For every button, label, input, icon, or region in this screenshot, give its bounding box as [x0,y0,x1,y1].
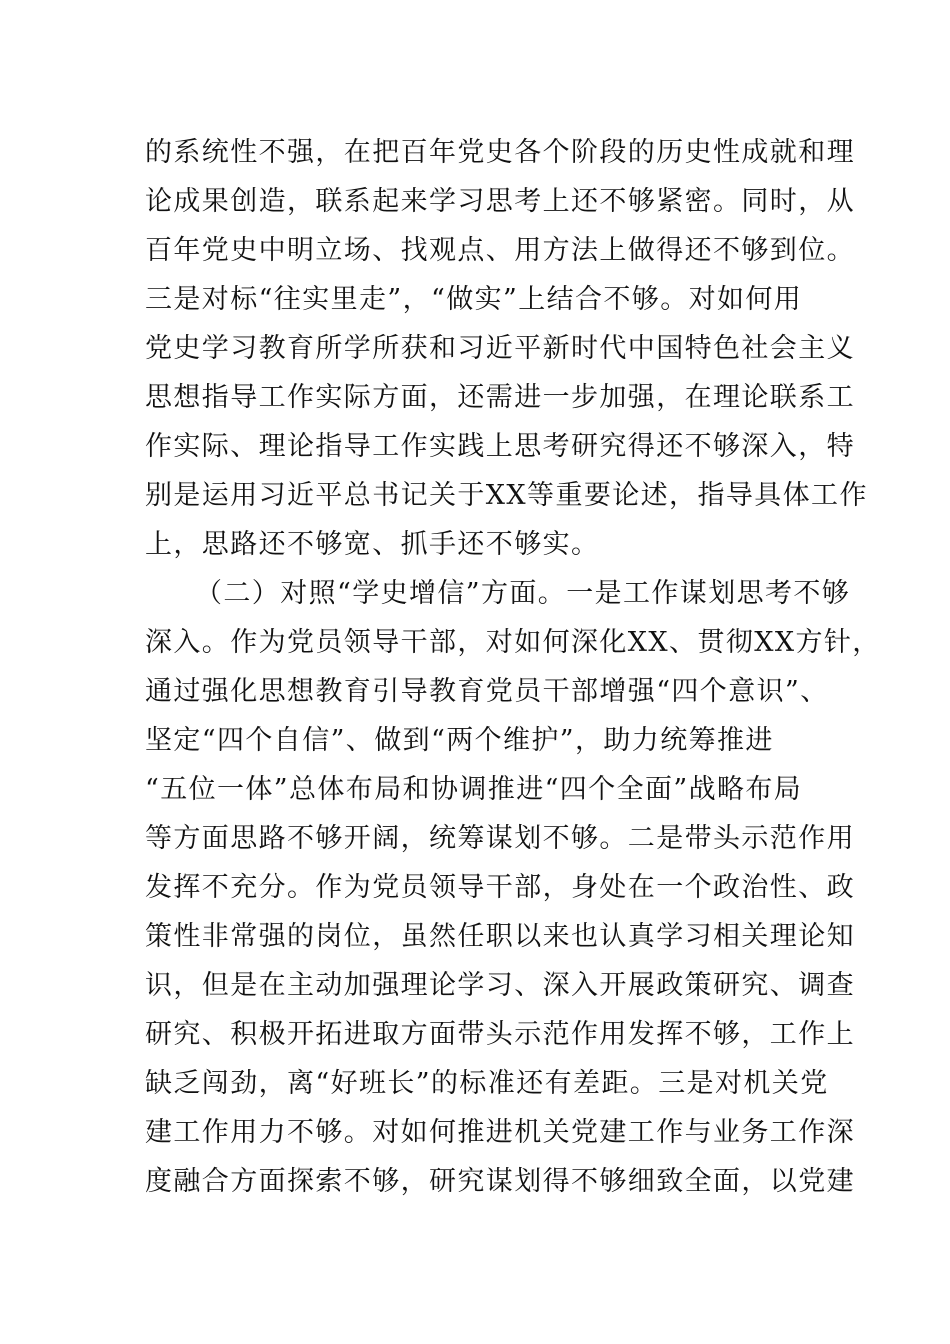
text-line: 作实际、理论指导工作实践上思考研究得还不够深入，特 [145,431,855,462]
text-line: 论成果创造，联系起来学习思考上还不够紧密。同时，从 [145,186,855,217]
text-line: 上，思路还不够宽、抓手还不够实。 [145,529,600,560]
text-line: 党史学习教育所学所获和习近平新时代中国特色社会主义 [145,333,855,364]
text-line: 发挥不充分。作为党员领导干部，身处在一个政治性、政 [145,872,855,903]
text-line: 通过强化思想教育引导教育党员干部增强“四个意识”、 [145,676,829,707]
text-line: 深入。作为党员领导干部，对如何深化XX、贯彻XX方针， [145,627,881,658]
text-line: 别是运用习近平总书记关于XX等重要论述，指导具体工作 [145,480,868,511]
body-text [145,128,881,1206]
text-line: 建工作用力不够。对如何推进机关党建工作与业务工作深 [145,1117,855,1148]
text-line: 识，但是在主动加强理论学习、深入开展政策研究、调查 [145,970,855,1001]
text-line: 研究、积极开拓进取方面带头示范作用发挥不够，工作上 [145,1019,855,1050]
text-line: 坚定“四个自信”、做到“两个维护”，助力统筹推进 [145,725,774,756]
text-line: 百年党史中明立场、找观点、用方法上做得还不够到位。 [145,235,855,266]
text-line: 的系统性不强，在把百年党史各个阶段的历史性成就和理 [145,137,855,168]
text-line: “五位一体”总体布局和协调推进“四个全面”战略布局 [145,774,803,805]
section-heading-line: （二）对照“学史增信”方面。一是工作谋划思考不够 [195,578,851,609]
text-line: 三是对标“往实里走”，“做实”上结合不够。对如何用 [145,284,803,315]
text-line: 思想指导工作实际方面，还需进一步加强，在理论联系工 [145,382,855,413]
text-line: 缺乏闯劲，离“好班长”的标准还有差距。三是对机关党 [145,1068,829,1099]
text-line: 等方面思路不够开阔，统筹谋划不够。二是带头示范作用 [145,823,855,854]
text-line: 度融合方面探索不够，研究谋划得不够细致全面，以党建 [145,1166,855,1197]
text-line: 策性非常强的岗位，虽然任职以来也认真学习相关理论知 [145,921,855,952]
